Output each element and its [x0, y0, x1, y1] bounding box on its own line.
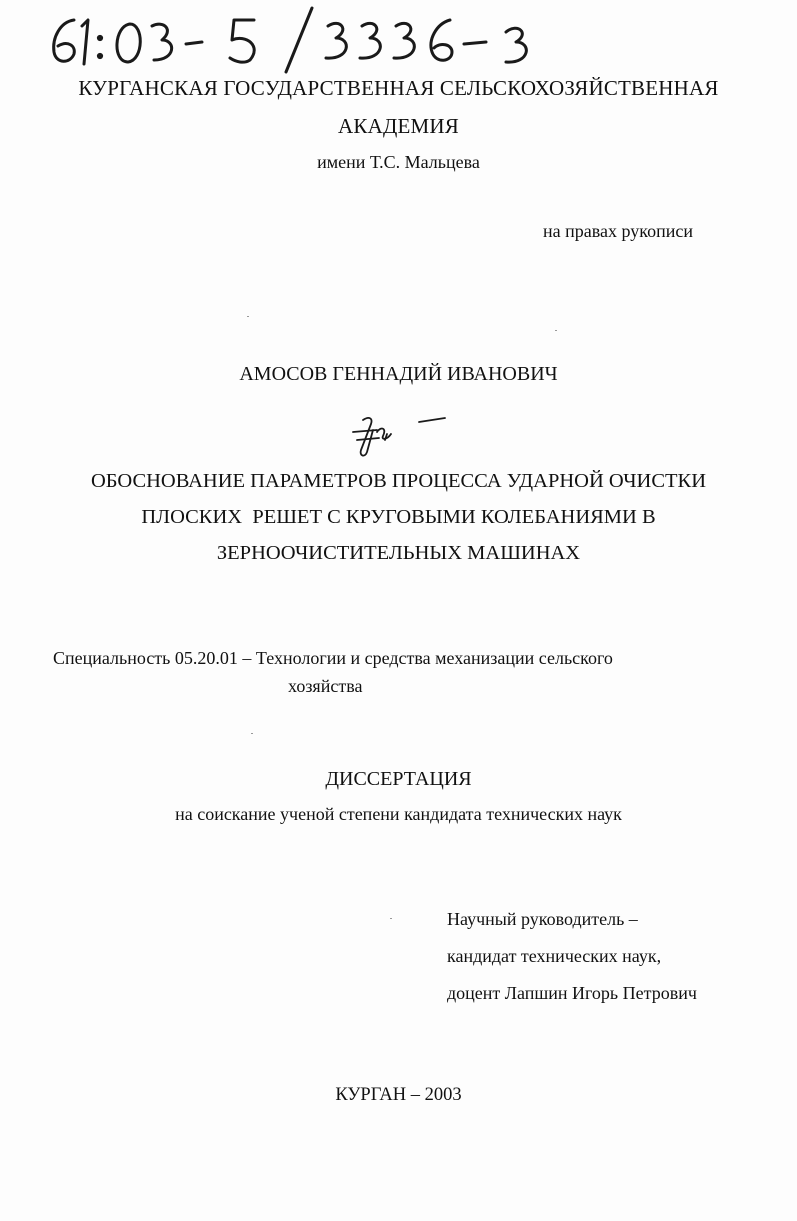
- scan-speck: [251, 733, 253, 734]
- author-signature: [343, 410, 463, 470]
- handwritten-inventory-number: [40, 6, 600, 76]
- author-name: АМОСОВ ГЕННАДИЙ ИВАНОВИЧ: [239, 363, 558, 385]
- manuscript-rights-note: на правах рукописи: [543, 221, 693, 241]
- supervisor-line2: кандидат технических наук,: [447, 946, 662, 966]
- dissertation-title-line2: ПЛОСКИХ РЕШЕТ С КРУГОВЫМИ КОЛЕБАНИЯМИ В: [141, 506, 656, 528]
- degree-sought: на соискание ученой степени кандидата технических наук: [175, 804, 622, 824]
- institution-named-after: имени Т.С. Мальцева: [317, 152, 480, 172]
- scan-speck: [555, 330, 557, 331]
- supervisor-line3: доцент Лапшин Игорь Петрович: [447, 983, 697, 1003]
- institution-name-line2: АКАДЕМИЯ: [338, 114, 459, 138]
- document-type-heading: ДИССЕРТАЦИЯ: [325, 768, 472, 790]
- signature-drawing: [343, 410, 463, 470]
- specialty-line1: Специальность 05.20.01 – Технологии и средства механизации сельского: [53, 648, 613, 668]
- city-and-year: КУРГАН – 2003: [335, 1085, 462, 1105]
- dissertation-title-line3: ЗЕРНООЧИСТИТЕЛЬНЫХ МАШИНАХ: [216, 542, 581, 564]
- handwritten-inventory-number-drawing: [40, 6, 600, 76]
- dissertation-title-line1: ОБОСНОВАНИЕ ПАРАМЕТРОВ ПРОЦЕССА УДАРНОЙ ОЧИСТКИ: [90, 470, 707, 492]
- supervisor-line1: Научный руководитель –: [447, 909, 638, 929]
- scan-speck: [247, 316, 249, 317]
- specialty-line2: хозяйства: [288, 676, 363, 696]
- inventory-number-text: [40, 6, 41, 7]
- institution-name-line1: КУРГАНСКАЯ ГОСУДАРСТВЕННАЯ СЕЛЬСКОХОЗЯЙСТВЕННАЯ: [78, 76, 719, 100]
- scan-speck: [390, 918, 392, 919]
